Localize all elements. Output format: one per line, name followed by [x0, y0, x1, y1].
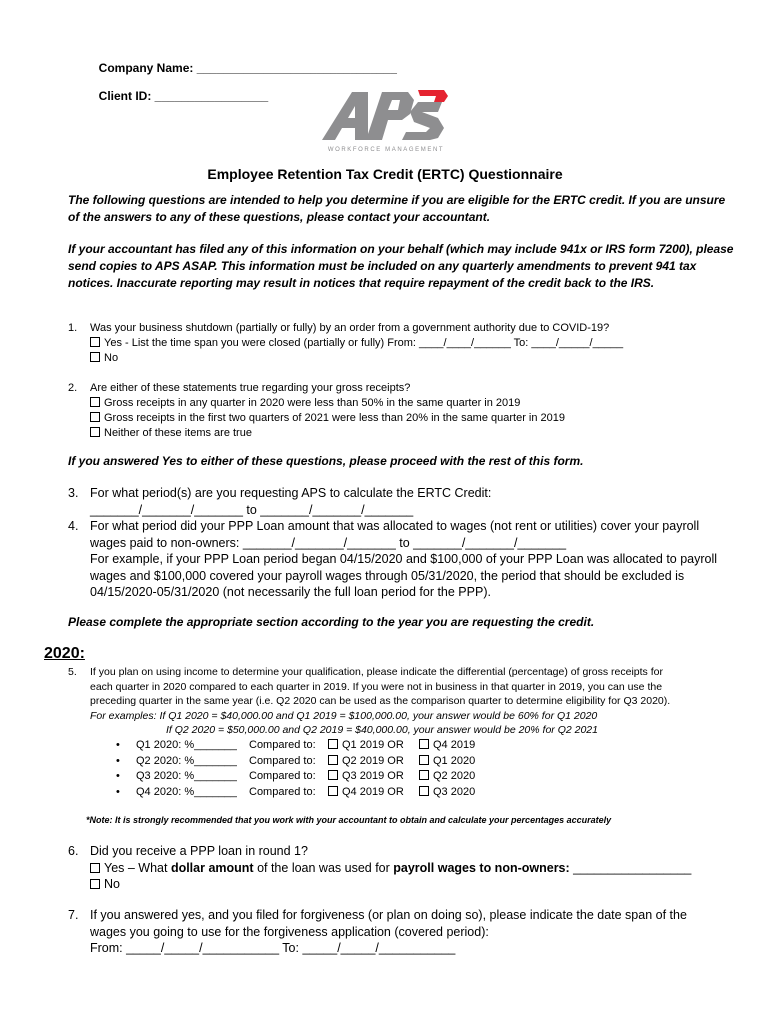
compared-label: Compared to: [249, 739, 316, 751]
question-text: Did you receive a PPP loan in round 1? [90, 844, 308, 858]
proceed-instruction: If you answered Yes to either of these questions, please proceed with the rest of this form. [68, 454, 584, 468]
checkbox-icon[interactable] [90, 337, 100, 347]
option-label: Yes – What [104, 860, 171, 875]
intro-paragraph-2: If your accountant has filed any of this information on your behalf (which may include 941x or IRS form 7200), please send copies to APS ASAP. This information must be included on any quarterly amendments to prevent 941 tax notices. Inaccurate reporting may result in notices that require repayment of the credit back to the IRS. [68, 242, 734, 290]
checkbox-icon[interactable] [419, 739, 429, 749]
option-label: No [104, 877, 120, 891]
option-label: Yes - List the time span you were closed (partially or fully) From: ____/____/______ To: ____/_____/_____ [104, 337, 624, 349]
option-label: Q1 2020 [433, 754, 476, 767]
option-label: Q2 2019 OR [342, 754, 404, 767]
bullet: • [116, 770, 120, 782]
q2-option-1[interactable] [90, 396, 520, 411]
q2-option-2[interactable] [90, 411, 565, 426]
option-label: Gross receipts in the first two quarters of 2021 were less than 20% in the same quarter in 2019 [104, 412, 566, 424]
question-text: For what period did your PPP Loan amount that was allocated to wages (not rent or utilities) cover your payroll [90, 519, 700, 533]
option-label: Gross receipts in any quarter in 2020 were less than 50% in the same quarter in 2019 [104, 397, 521, 409]
q7-date-span-field[interactable]: From: _____/_____/___________ To: _____/_____/___________ [90, 941, 456, 955]
checkbox-icon[interactable] [90, 879, 100, 889]
compared-label: Compared to: [249, 785, 316, 798]
checkbox-icon[interactable] [90, 352, 100, 362]
option-label: No [104, 352, 119, 364]
option-label: Q4 2019 OR [342, 785, 404, 798]
question-number: 3. [68, 486, 79, 500]
option-label: Q1 2019 OR [342, 739, 404, 751]
quarter-percent-field[interactable]: Q1 2020: %_______ [136, 739, 237, 751]
company-name-field[interactable]: Company Name: ______________________________ [98, 61, 397, 75]
amount-field[interactable]: _________________ [569, 860, 692, 875]
intro-paragraph-1: The following questions are intended to help you determine if you are eligible for the ERTC credit. If you are unsure of the answers to any of these questions, please contact your accountant. [68, 193, 726, 224]
question-number: 1. [68, 322, 78, 334]
checkbox-icon[interactable] [419, 770, 429, 780]
q3-period-field[interactable]: _______/_______/_______ to _______/_______/_______ [90, 503, 414, 517]
q4-example-line: For example, if your PPP Loan period began 04/15/2020 and $100,000 of your PPP Loan was allocated to payroll [90, 552, 718, 566]
logo-tagline: WORKFORCE MANAGEMENT [327, 147, 445, 153]
page-title: Employee Retention Tax Credit (ERTC) Questionnaire [207, 166, 563, 182]
question-number: 4. [68, 519, 79, 533]
section-instruction: Please complete the appropriate section according to the year you are requesting the credit. [68, 615, 595, 629]
compared-label: Compared to: [249, 754, 316, 767]
question-number: 2. [68, 382, 78, 394]
bullet: • [116, 785, 120, 798]
question-text: wages you going to use for the forgiveness application (covered period): [90, 924, 489, 939]
option-label-bold: dollar amount [170, 860, 254, 875]
q1-option-no[interactable] [90, 351, 118, 366]
question-text: Are either of these statements true regarding your gross receipts? [90, 382, 411, 394]
option-label-bold: payroll wages to non-owners: [393, 860, 570, 875]
bullet: • [116, 739, 120, 751]
checkbox-icon[interactable] [90, 427, 100, 437]
checkbox-icon[interactable] [328, 770, 338, 780]
quarter-percent-field[interactable]: Q3 2020: %_______ [136, 770, 237, 782]
question-number: 5. [68, 666, 77, 678]
aps-logo [322, 88, 450, 154]
checkbox-icon[interactable] [328, 786, 338, 796]
question-text: For what period(s) are you requesting APS to calculate the ERTC Credit: [90, 486, 492, 500]
option-label: Q4 2019 [433, 739, 476, 751]
question-number: 6. [68, 844, 79, 858]
checkbox-icon[interactable] [419, 755, 429, 765]
question-number: 7. [68, 908, 79, 922]
q6-option-no[interactable] [90, 876, 120, 893]
q6-option-yes[interactable] [90, 860, 691, 877]
q2-option-3[interactable] [90, 426, 252, 441]
checkbox-icon[interactable] [90, 412, 100, 422]
q1-option-yes[interactable] [90, 336, 623, 351]
year-heading: 2020: [44, 645, 85, 662]
question-text: If you plan on using income to determine your qualification, please indicate the differential (percentage) of gross receipts for [90, 666, 663, 678]
compared-label: Compared to: [249, 770, 316, 782]
q4-period-field[interactable]: wages paid to non-owners: _______/_______/_______ to _______/_______/_______ [90, 535, 567, 550]
q5-example-1: For examples: If Q1 2020 = $40,000.00 and Q1 2019 = $100,000.00, your answer would be 60% for Q1 2020 [90, 709, 598, 722]
q4-example-line: wages and $100,000 covered your payroll wages through 05/31/2020, the period that should be excluded is [90, 568, 685, 583]
checkbox-icon[interactable] [419, 786, 429, 796]
checkbox-icon[interactable] [90, 397, 100, 407]
question-text: preceding quarter in the same year (i.e. Q2 2020 can be used as the comparison quarter to determine eligibility for Q3 2020). [90, 695, 671, 707]
quarter-percent-field[interactable]: Q2 2020: %_______ [136, 754, 237, 767]
q5-example-2: If Q2 2020 = $50,000.00 and Q2 2019 = $40,000.00, your answer would be 20% for Q2 2021 [166, 724, 598, 736]
option-label: Q2 2020 [433, 770, 476, 782]
checkbox-icon[interactable] [328, 755, 338, 765]
option-label: Q3 2019 OR [342, 770, 404, 782]
checkbox-icon[interactable] [90, 863, 100, 873]
option-label: Neither of these items are true [104, 427, 252, 439]
quarter-percent-field[interactable]: Q4 2020: %_______ [136, 785, 237, 798]
bullet: • [116, 754, 120, 767]
checkbox-icon[interactable] [328, 739, 338, 749]
q4-example-line: 04/15/2020-05/31/2020 (not necessarily the full loan period for the PPP). [90, 585, 491, 599]
option-label: of the loan was used for [253, 860, 394, 875]
question-text: each quarter in 2020 compared to each quarter in 2019. If you were not in business in that quarter in 2019, you can use the [90, 680, 663, 693]
question-text: Was your business shutdown (partially or fully) by an order from a government authority due to COVID-19? [90, 322, 610, 334]
note-text: *Note: It is strongly recommended that you work with your accountant to obtain and calculate your percentages accurately [86, 815, 612, 825]
option-label: Q3 2020 [433, 785, 476, 798]
client-id-field[interactable]: Client ID: _________________ [98, 89, 269, 103]
question-text: If you answered yes, and you filed for forgiveness (or plan on doing so), please indicate the date span of the [90, 908, 687, 922]
